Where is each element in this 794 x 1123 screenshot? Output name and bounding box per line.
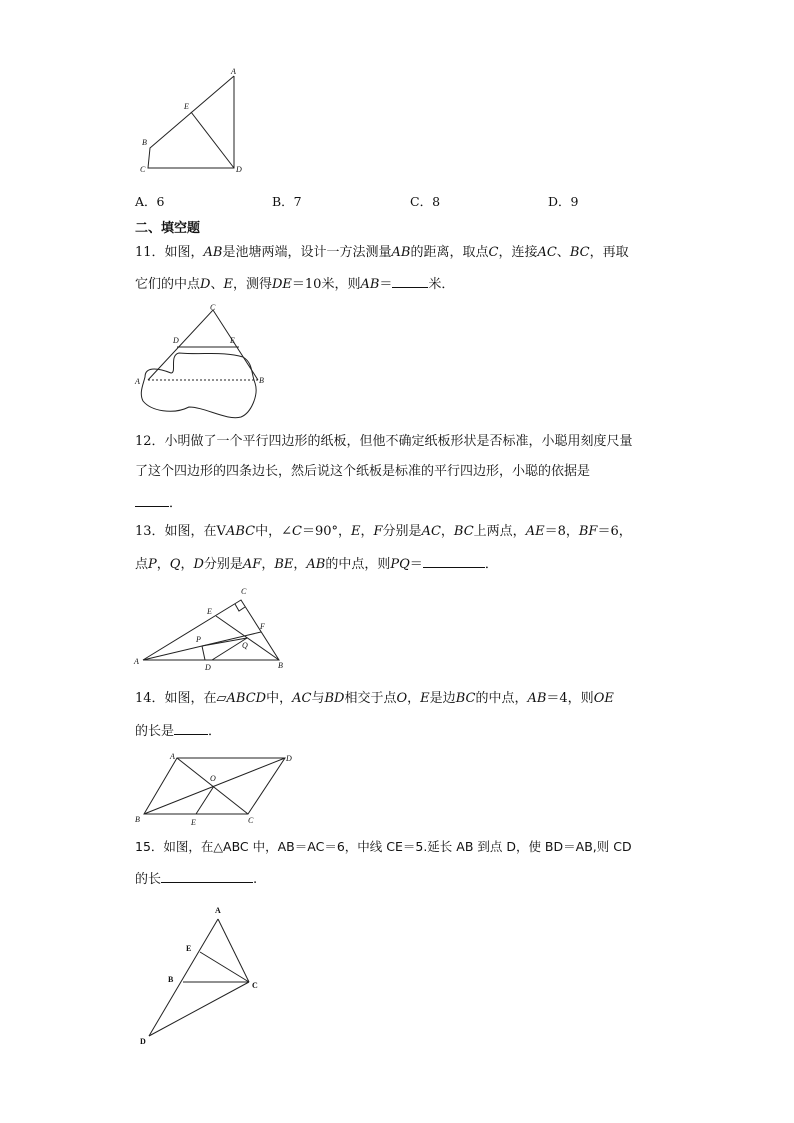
q14-var: ABCD: [226, 691, 267, 706]
q11-text: 、: [210, 277, 224, 292]
q14-text: 相交于点: [344, 691, 397, 706]
figure-q13: [133, 586, 293, 674]
label-e: E: [184, 102, 189, 111]
quad-abcd: [148, 76, 234, 168]
q11-var: DE: [271, 277, 292, 292]
q14-text: 是边: [429, 691, 456, 706]
figure-q11: [133, 303, 273, 423]
q13-text: 分别是: [203, 557, 243, 572]
label-e: E: [207, 607, 212, 616]
label-b: B: [259, 376, 264, 385]
q11-text: 它们的中点: [135, 277, 201, 292]
q13-text: 上两点，: [473, 524, 526, 539]
q13-symbol: V: [216, 524, 226, 539]
q12-text: ．: [169, 496, 183, 511]
q14-var: O: [396, 691, 408, 706]
q11-text: ＝10米，则: [291, 277, 361, 292]
q15-text: .: [253, 872, 258, 887]
q14-var: BD: [324, 691, 345, 706]
q14-var: BC: [455, 691, 476, 706]
q13-line2: [135, 554, 498, 575]
label-d: D: [205, 663, 211, 672]
q11-text: ，测得: [232, 277, 272, 292]
q15-answer-blank[interactable]: [161, 869, 253, 883]
q14-text: 的长是: [135, 724, 175, 739]
choice-d: D．9: [548, 194, 579, 209]
label-a: A: [134, 657, 139, 666]
q14-text: 中，: [266, 691, 293, 706]
q13-text: 点: [135, 557, 149, 572]
label-a: A: [215, 906, 221, 915]
q14-text: 与: [311, 691, 325, 706]
label-p: P: [196, 635, 201, 644]
label-d: D: [173, 336, 179, 345]
label-e: E: [230, 336, 235, 345]
q13-var: C: [292, 524, 302, 539]
q13-var: AC: [421, 524, 441, 539]
q14-symbol: ▱: [216, 691, 227, 706]
q14-answer-blank[interactable]: [174, 721, 208, 735]
label-f: F: [260, 622, 265, 631]
q14-var: OE: [593, 691, 614, 706]
q13-var: E: [351, 524, 361, 539]
q11-var: AB: [203, 245, 223, 260]
q13-var: AE: [525, 524, 545, 539]
figure-q14-svg: [133, 750, 303, 830]
label-q: Q: [242, 641, 248, 650]
choice-c: C．8: [410, 194, 441, 209]
q11-text: ，连接: [498, 245, 538, 260]
q11-var: AB: [391, 245, 411, 260]
q13-var: BF: [578, 524, 598, 539]
figure-q10-svg: [135, 62, 255, 180]
label-b: B: [142, 138, 147, 147]
q11-text: ＝: [379, 277, 393, 292]
q13-text: 的中点，则: [325, 557, 391, 572]
label-b: B: [278, 661, 283, 670]
triangle-sides: [148, 310, 258, 380]
label-d: D: [236, 165, 242, 174]
q13-text: ＝90°，: [301, 524, 351, 539]
q13-var: Q: [169, 557, 181, 572]
q13-text: 中，: [255, 524, 282, 539]
q13-var: F: [373, 524, 383, 539]
pond-outline: [141, 353, 256, 418]
label-c: C: [241, 587, 247, 596]
q13-var: BE: [274, 557, 294, 572]
q11-var: AC: [537, 245, 557, 260]
q13-var: PQ: [390, 557, 410, 572]
q11-text: 、: [556, 245, 570, 260]
q11-answer-blank[interactable]: [392, 274, 428, 288]
q14-var: AC: [292, 691, 312, 706]
q13-line1: [135, 522, 632, 542]
label-b: B: [135, 815, 140, 824]
section-title: 二、填空题: [135, 221, 201, 236]
label-d: D: [140, 1037, 146, 1046]
q14-line1: [135, 689, 614, 709]
q11-var: AB: [360, 277, 380, 292]
q13-text: ，: [156, 557, 170, 572]
figure-q10: [135, 62, 255, 180]
q11-text: ，再取: [589, 245, 629, 260]
q13-text: ，: [440, 524, 454, 539]
label-c: C: [248, 816, 254, 825]
q14-text: 14．如图，在: [135, 691, 217, 706]
q13-symbol: ∠: [281, 524, 292, 539]
label-c: C: [252, 981, 258, 990]
q13-text: ，: [360, 524, 374, 539]
q13-var: AF: [242, 557, 262, 572]
figure-q11-svg: [133, 303, 273, 423]
q12-line3: [135, 493, 182, 514]
right-angle-mark: [235, 604, 245, 611]
q11-text: 是池塘两端，设计一方法测量: [222, 245, 392, 260]
q11-var: BC: [569, 245, 590, 260]
label-d: D: [286, 754, 292, 763]
label-a: A: [170, 752, 175, 761]
label-a: A: [135, 377, 140, 386]
label-a: A: [231, 67, 236, 76]
q13-text: 13．如图，在: [135, 524, 217, 539]
q13-text: 分别是: [382, 524, 422, 539]
q11-var: C: [488, 245, 499, 260]
q13-answer-blank[interactable]: [423, 554, 485, 568]
q13-var: ABC: [225, 524, 256, 539]
q11-var: D: [200, 277, 211, 292]
q11-text: 11．如图，: [135, 245, 204, 260]
q13-text: ，: [261, 557, 275, 572]
q12-line2: 了这个四边形的四条边长，然后说这个纸板是标准的平行四边形，小聪的依据是: [135, 464, 591, 479]
q13-var: P: [148, 557, 157, 572]
q13-var: D: [193, 557, 204, 572]
q11-text: 米．: [428, 277, 455, 292]
segment-pd: [202, 646, 205, 660]
figure-q13-svg: [133, 586, 293, 674]
figure-q14: [133, 750, 303, 830]
q14-text: ＝4，则: [546, 691, 594, 706]
q14-text: 的中点，: [475, 691, 528, 706]
q13-text: ，: [180, 557, 194, 572]
q13-text: ，: [293, 557, 307, 572]
label-o: O: [210, 774, 216, 783]
q11-var: E: [223, 277, 233, 292]
label-c: C: [140, 165, 146, 174]
q15-text: 的长: [135, 872, 162, 887]
label-e: E: [186, 944, 192, 953]
q13-text: ＝6，: [597, 524, 632, 539]
segment-ed: [191, 112, 234, 168]
q14-var: AB: [527, 691, 547, 706]
figure-q15: [138, 902, 268, 1050]
q12-line1: 12．小明做了一个平行四边形的纸板，但他不确定纸板形状是否标准，小聪用刻度尺量: [135, 434, 633, 449]
q13-var: BC: [453, 524, 474, 539]
segment-be: [216, 616, 279, 660]
choice-a: A．6: [135, 194, 165, 209]
q13-var: AB: [306, 557, 326, 572]
q11-line2: [135, 274, 454, 295]
q14-line2: [135, 721, 221, 742]
q11-text: 的距离，取点: [410, 245, 489, 260]
q14-text: ．: [208, 724, 222, 739]
segment-ad: [149, 919, 218, 1036]
q14-text: ，: [407, 691, 421, 706]
q13-text: ．: [484, 557, 498, 572]
diagonal-ac: [177, 758, 248, 814]
q15-line1: 15．如图，在△ABC 中，AB＝AC＝6，中线 CE＝5.延长 AB 到点 D，使 BD＝AB,则 CD: [135, 839, 632, 854]
q11-line1: [135, 243, 629, 263]
q13-text: ＝: [409, 557, 423, 572]
figure-q15-svg: [138, 902, 268, 1050]
q12-answer-blank[interactable]: [135, 493, 169, 507]
segment-dc: [149, 982, 249, 1036]
label-c: C: [210, 303, 216, 312]
diagonal-bd: [144, 758, 285, 814]
label-b: B: [168, 975, 174, 984]
q15-line2: [135, 869, 257, 890]
q13-text: ＝8，: [544, 524, 579, 539]
label-e: E: [191, 818, 196, 827]
q14-var: E: [420, 691, 430, 706]
choice-b: B．7: [272, 194, 302, 209]
